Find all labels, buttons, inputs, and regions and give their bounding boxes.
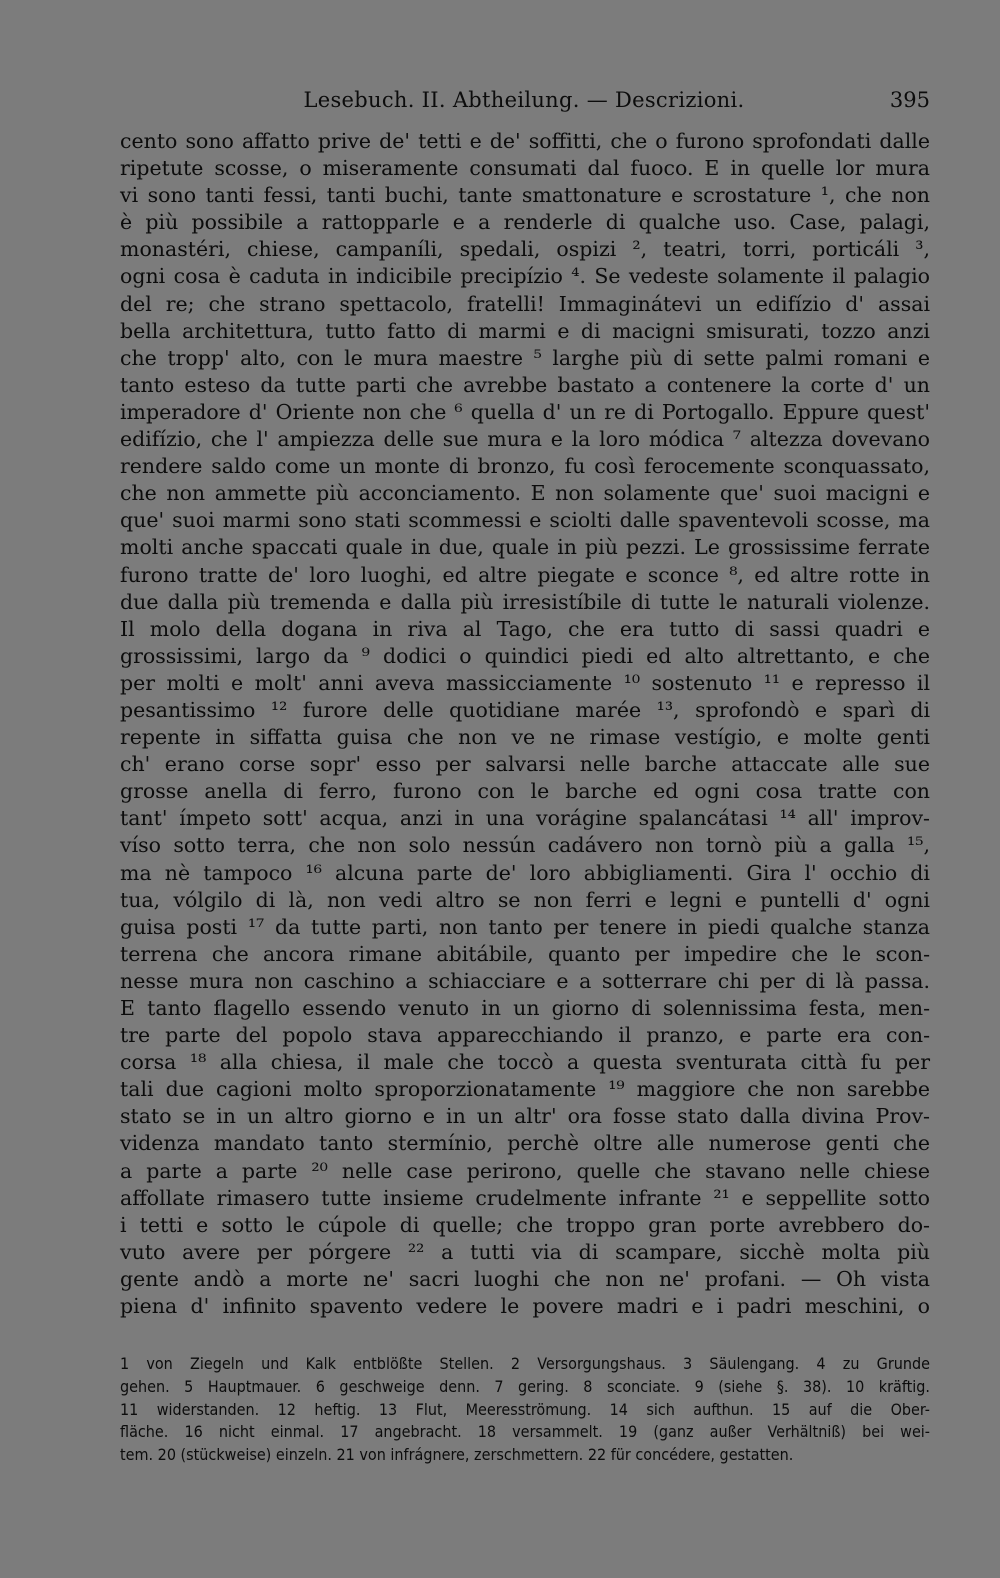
body-text <box>120 128 930 1320</box>
text-line: repente in siffatta guisa che non ve ne rimase vestígio, e molte genti <box>120 725 930 750</box>
text-line: terrena che ancora rimane abitábile, quanto per impedire che le scon- <box>120 941 930 966</box>
text-line: imperadore d' Oriente non che ⁶ quella d' un re di Portogallo. Eppure quest' <box>120 399 930 424</box>
text-line: Il molo della dogana in riva al Tago, che era tutto di sassi quadri e <box>120 616 930 641</box>
text-line: molti anche spaccati quale in due, quale in più pezzi. Le grossissime ferrate <box>120 535 930 560</box>
text-line: pesantissimo ¹² furore delle quotidiane marée ¹³, sprofondò e sparì di <box>120 697 930 722</box>
text-line: del re; che strano spettacolo, fratelli! Immaginátevi un edifízio d' assai <box>120 291 930 316</box>
text-line: tua, vólgilo di là, non vedi altro se non ferri e legni e puntelli d' ogni <box>120 887 930 912</box>
text-line: víso sotto terra, che non solo nessún cadávero non tornò più a galla ¹⁵, <box>120 833 930 858</box>
text-line: tanto esteso da tutte parti che avrebbe bastato a contenere la corte d' un <box>120 372 930 397</box>
text-line: E tanto flagello essendo venuto in un giorno di solennissima festa, men- <box>120 996 930 1020</box>
text-line: stato se in un altro giorno e in un altr' ora fosse stato dalla divina Prov- <box>120 1104 930 1129</box>
text-line: due dalla più tremenda e dalla più irresistíbile di tutte le naturali violenze. <box>120 589 930 614</box>
text-line: che tropp' alto, con le mura maestre ⁵ larghe più di sette palmi romani e <box>120 345 930 370</box>
text-line: è più possibile a rattopparle e a renderle di qualche uso. Case, palagi, <box>120 210 930 235</box>
text-line: vuto avere per pórgere ²² a tutti via di scampare, sicchè molta più <box>120 1239 930 1264</box>
text-line: ch' erano corse sopr' esso per salvarsi nelle barche attaccate alle sue <box>120 752 930 777</box>
text-line: tali due cagioni molto sproporzionatamente ¹⁹ maggiore che non sarebbe <box>120 1077 930 1102</box>
page-header <box>118 88 930 118</box>
text-line: che non ammette più acconciamento. E non solamente que' suoi macigni e <box>120 481 930 506</box>
footnote-line: 11 widerstanden. 12 heftig. 13 Flut, Meeresströmung. 14 sich aufthun. 15 auf die Ober- <box>120 1399 930 1419</box>
text-line: rendere saldo come un monte di bronzo, fu così ferocemente sconquassato, <box>120 454 930 479</box>
text-line: que' suoi marmi sono stati scommessi e sciolti dalle spaventevoli scosse, ma <box>120 508 930 533</box>
text-line: ma nè tampoco ¹⁶ alcuna parte de' loro abbigliamenti. Gira l' occhio di <box>120 860 930 885</box>
text-line: guisa posti ¹⁷ da tutte parti, non tanto per tenere in piedi qualche stanza <box>120 914 930 939</box>
text-line: nesse mura non caschino a schiacciare e a sotterrare chi per di là passa. <box>120 968 930 993</box>
text-line: grossissimi, largo da ⁹ dodici o quindici piedi ed alto altrettanto, e che <box>120 643 930 668</box>
text-line: per molti e molt' anni aveva massicciamente ¹⁰ sostenuto ¹¹ e represso il <box>120 670 930 695</box>
text-line: i tetti e sotto le cúpole di quelle; che troppo gran porte avrebbero do- <box>120 1212 930 1237</box>
text-line: videnza mandato tanto stermínio, perchè oltre alle numerose genti che <box>120 1131 930 1156</box>
page-number: 395 <box>889 88 930 112</box>
text-line: piena d' infinito spavento vedere le povere madri e i padri meschini, o <box>120 1294 930 1319</box>
running-head: Lesebuch. II. Abtheilung. — Descrizioni. <box>303 88 745 112</box>
text-line: bella architettura, tutto fatto di marmi e di macigni smisurati, tozzo anzi <box>120 318 930 343</box>
text-line: gente andò a morte ne' sacri luoghi che non ne' profani. — Oh vista <box>120 1266 930 1291</box>
footnote-line: tem. 20 (stückweise) einzeln. 21 von infrágnere, zerschmettern. 22 für concédere, gestatten. <box>120 1445 794 1465</box>
footnotes <box>120 1353 930 1467</box>
footnote-line: fläche. 16 nicht einmal. 17 angebracht. 18 versammelt. 19 (ganz außer Verhältniß) bei wei- <box>120 1422 930 1442</box>
text-line: edifízio, che l' ampiezza delle sue mura e la loro módica ⁷ altezza dovevano <box>120 427 930 452</box>
text-line: cento sono affatto prive de' tetti e de' soffitti, che o furono sprofondati dalle <box>120 129 930 153</box>
text-line: affollate rimasero tutte insieme crudelmente infrante ²¹ e seppellite sotto <box>120 1185 930 1210</box>
footnote-line: 1 von Ziegeln und Kalk entblößte Stellen. 2 Versorgungshaus. 3 Säulengang. 4 zu Grunde <box>120 1354 930 1373</box>
text-line: a parte a parte ²⁰ nelle case perirono, quelle che stavano nelle chiese <box>120 1158 930 1183</box>
text-line: corsa ¹⁸ alla chiesa, il male che toccò a questa sventurata città fu per <box>120 1050 930 1075</box>
text-line: ogni cosa è caduta in indicibile precipízio ⁴. Se vedeste solamente il palagio <box>120 264 930 289</box>
text-line: tre parte del popolo stava apparecchiando il pranzo, e parte era con- <box>120 1023 930 1048</box>
text-line: ripetute scosse, o miseramente consumati dal fuoco. E in quelle lor mura <box>120 156 930 181</box>
text-line: furono tratte de' loro luoghi, ed altre piegate e sconce ⁸, ed altre rotte in <box>120 562 930 587</box>
text-line: monastéri, chiese, campaníli, spedali, ospizi ², teatri, torri, porticáli ³, <box>120 237 930 262</box>
text-line: grosse anella di ferro, furono con le barche ed ogni cosa tratte con <box>120 779 930 804</box>
text-line: tant' ímpeto sott' acqua, anzi in una vorágine spalancátasi ¹⁴ all' improv- <box>120 806 930 831</box>
footnote-line: gehen. 5 Hauptmauer. 6 geschweige denn. 7 gering. 8 sconciate. 9 (siehe §. 38). 10 kräftig. <box>120 1376 930 1396</box>
text-line: vi sono tanti fessi, tanti buchi, tante smattonature e scrostature ¹, che non <box>120 183 930 208</box>
